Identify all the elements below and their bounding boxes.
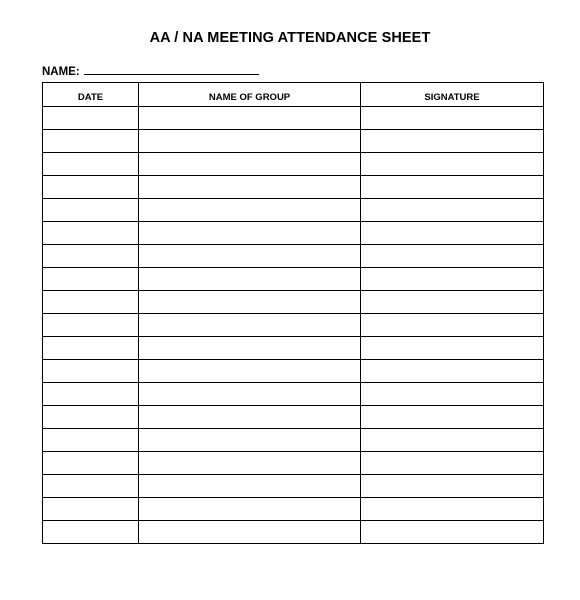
- table-row: [43, 153, 544, 176]
- table-header-row: [43, 83, 544, 107]
- table-row: [43, 314, 544, 337]
- attendance-table-body: [43, 107, 544, 544]
- table-row: [43, 107, 544, 130]
- column-header-date: DATE: [43, 83, 139, 107]
- group-cell[interactable]: [139, 222, 361, 245]
- name-label: NAME:: [42, 66, 80, 78]
- group-cell[interactable]: [139, 383, 361, 406]
- signature-cell[interactable]: [361, 107, 544, 130]
- date-cell[interactable]: [43, 360, 139, 383]
- signature-cell[interactable]: [361, 429, 544, 452]
- table-row: [43, 383, 544, 406]
- date-cell[interactable]: [43, 314, 139, 337]
- name-field-row: [42, 63, 259, 78]
- attendance-table: [42, 82, 544, 544]
- column-header-group: NAME OF GROUP: [139, 83, 361, 107]
- group-cell[interactable]: [139, 314, 361, 337]
- date-cell[interactable]: [43, 337, 139, 360]
- table-row: [43, 222, 544, 245]
- table-row: [43, 176, 544, 199]
- date-cell[interactable]: [43, 245, 139, 268]
- column-header-signature: SIGNATURE: [361, 83, 544, 107]
- table-row: [43, 429, 544, 452]
- date-cell[interactable]: [43, 452, 139, 475]
- group-cell[interactable]: [139, 521, 361, 544]
- group-cell[interactable]: [139, 452, 361, 475]
- date-cell[interactable]: [43, 268, 139, 291]
- signature-cell[interactable]: [361, 498, 544, 521]
- signature-cell[interactable]: [361, 406, 544, 429]
- date-cell[interactable]: [43, 176, 139, 199]
- table-row: [43, 498, 544, 521]
- signature-cell[interactable]: [361, 452, 544, 475]
- table-row: [43, 245, 544, 268]
- group-cell[interactable]: [139, 498, 361, 521]
- table-row: [43, 452, 544, 475]
- date-cell[interactable]: [43, 383, 139, 406]
- signature-cell[interactable]: [361, 291, 544, 314]
- table-row: [43, 475, 544, 498]
- group-cell[interactable]: [139, 337, 361, 360]
- date-cell[interactable]: [43, 475, 139, 498]
- group-cell[interactable]: [139, 153, 361, 176]
- signature-cell[interactable]: [361, 314, 544, 337]
- date-cell[interactable]: [43, 429, 139, 452]
- table-row: [43, 360, 544, 383]
- signature-cell[interactable]: [361, 176, 544, 199]
- group-cell[interactable]: [139, 291, 361, 314]
- group-cell[interactable]: [139, 176, 361, 199]
- signature-cell[interactable]: [361, 199, 544, 222]
- table-row: [43, 291, 544, 314]
- date-cell[interactable]: [43, 406, 139, 429]
- group-cell[interactable]: [139, 268, 361, 291]
- date-cell[interactable]: [43, 199, 139, 222]
- table-row: [43, 521, 544, 544]
- table-row: [43, 268, 544, 291]
- sheet-title: AA / NA MEETING ATTENDANCE SHEET: [149, 30, 431, 46]
- signature-cell[interactable]: [361, 245, 544, 268]
- date-cell[interactable]: [43, 222, 139, 245]
- group-cell[interactable]: [139, 360, 361, 383]
- signature-cell[interactable]: [361, 130, 544, 153]
- table-row: [43, 130, 544, 153]
- signature-cell[interactable]: [361, 360, 544, 383]
- date-cell[interactable]: [43, 498, 139, 521]
- signature-cell[interactable]: [361, 337, 544, 360]
- signature-cell[interactable]: [361, 383, 544, 406]
- table-row: [43, 406, 544, 429]
- group-cell[interactable]: [139, 406, 361, 429]
- date-cell[interactable]: [43, 107, 139, 130]
- signature-cell[interactable]: [361, 475, 544, 498]
- group-cell[interactable]: [139, 475, 361, 498]
- date-cell[interactable]: [43, 291, 139, 314]
- date-cell[interactable]: [43, 130, 139, 153]
- signature-cell[interactable]: [361, 153, 544, 176]
- table-row: [43, 199, 544, 222]
- name-blank-line[interactable]: [84, 63, 259, 75]
- date-cell[interactable]: [43, 521, 139, 544]
- group-cell[interactable]: [139, 429, 361, 452]
- group-cell[interactable]: [139, 199, 361, 222]
- table-row: [43, 337, 544, 360]
- date-cell[interactable]: [43, 153, 139, 176]
- group-cell[interactable]: [139, 130, 361, 153]
- signature-cell[interactable]: [361, 222, 544, 245]
- group-cell[interactable]: [139, 107, 361, 130]
- signature-cell[interactable]: [361, 521, 544, 544]
- group-cell[interactable]: [139, 245, 361, 268]
- signature-cell[interactable]: [361, 268, 544, 291]
